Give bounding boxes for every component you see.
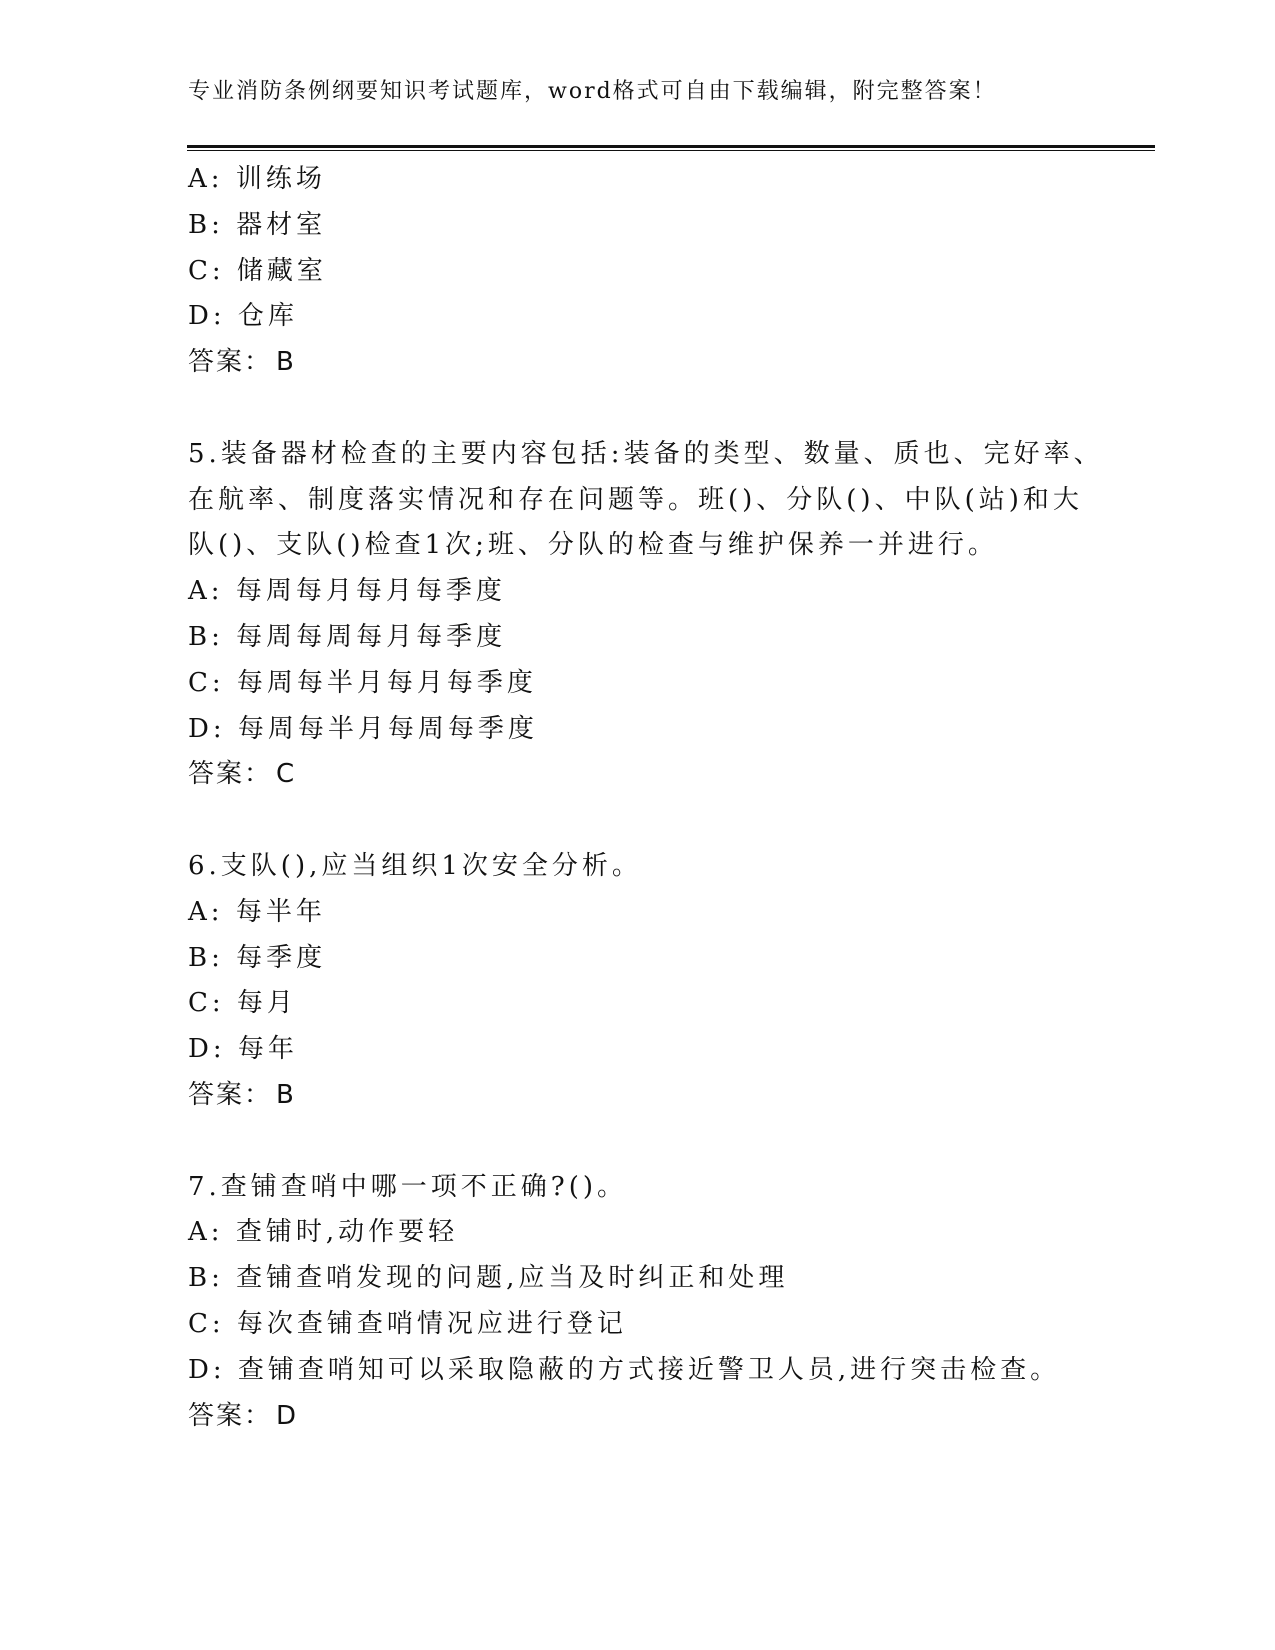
answer-label: 答案： xyxy=(188,347,273,378)
question-stem-line: 在航率、制度落实情况和存在问题等。班()、分队()、中队(站)和大 xyxy=(188,484,1083,515)
option-c: C: 每月 xyxy=(188,988,297,1019)
option-a: A: 查铺时,动作要轻 xyxy=(188,1217,459,1248)
answer-label: 答案： xyxy=(188,1400,273,1431)
question-stem-line: 6.支队(),应当组织1次安全分析。 xyxy=(188,850,642,881)
option-c: C: 储藏室 xyxy=(188,255,327,286)
option-c: C: 每周每半月每月每季度 xyxy=(188,667,537,698)
option-d: D: 查铺查哨知可以采取隐蔽的方式接近警卫人员,进行突击检查。 xyxy=(188,1354,1061,1385)
answer-label: 答案： xyxy=(188,759,273,790)
spacer xyxy=(188,386,1148,432)
option-d: D: 每周每半月每周每季度 xyxy=(188,713,538,744)
answer-label: 答案： xyxy=(188,1079,273,1110)
answer-line xyxy=(188,340,1148,386)
question-stem-line: 7.查铺查哨中哪一项不正确?()。 xyxy=(188,1171,628,1202)
question-stem-line: 队()、支队()检查1次;班、分队的检查与维护保养一并进行。 xyxy=(188,530,998,561)
option-b: B: 器材室 xyxy=(188,209,327,240)
option-d: D: 仓库 xyxy=(188,301,298,332)
page-header: 专业消防条例纲要知识考试题库，word格式可自由下载编辑，附完整答案！ xyxy=(188,79,997,104)
answer-value: D xyxy=(276,1400,299,1431)
spacer xyxy=(188,1119,1148,1165)
option-b: B: 查铺查哨发现的问题,应当及时纠正和处理 xyxy=(188,1263,789,1294)
question-list xyxy=(188,157,1148,1439)
answer-value: B xyxy=(276,1079,296,1110)
header-divider xyxy=(187,145,1155,151)
answer-value: B xyxy=(276,347,296,378)
option-c: C: 每次查铺查哨情况应进行登记 xyxy=(188,1308,627,1339)
option-d: D: 每年 xyxy=(188,1034,298,1065)
option-a: A: 每半年 xyxy=(188,896,326,927)
spacer xyxy=(188,798,1148,844)
question-6 xyxy=(188,844,1148,1119)
option-b: B: 每周每周每月每季度 xyxy=(188,621,507,652)
answer-value: C xyxy=(276,759,297,790)
option-a: A: 训练场 xyxy=(188,164,326,194)
question-7 xyxy=(188,1165,1148,1440)
question-prev xyxy=(188,157,1148,386)
option-b: B: 每季度 xyxy=(188,942,327,973)
answer-line xyxy=(188,1073,1148,1119)
option-a: A: 每周每月每月每季度 xyxy=(188,576,506,607)
answer-line xyxy=(188,1394,1148,1440)
answer-line xyxy=(188,752,1148,798)
question-stem-line: 5.装备器材检查的主要内容包括:装备的类型、数量、质也、完好率、 xyxy=(188,438,1104,469)
question-5 xyxy=(188,432,1148,798)
